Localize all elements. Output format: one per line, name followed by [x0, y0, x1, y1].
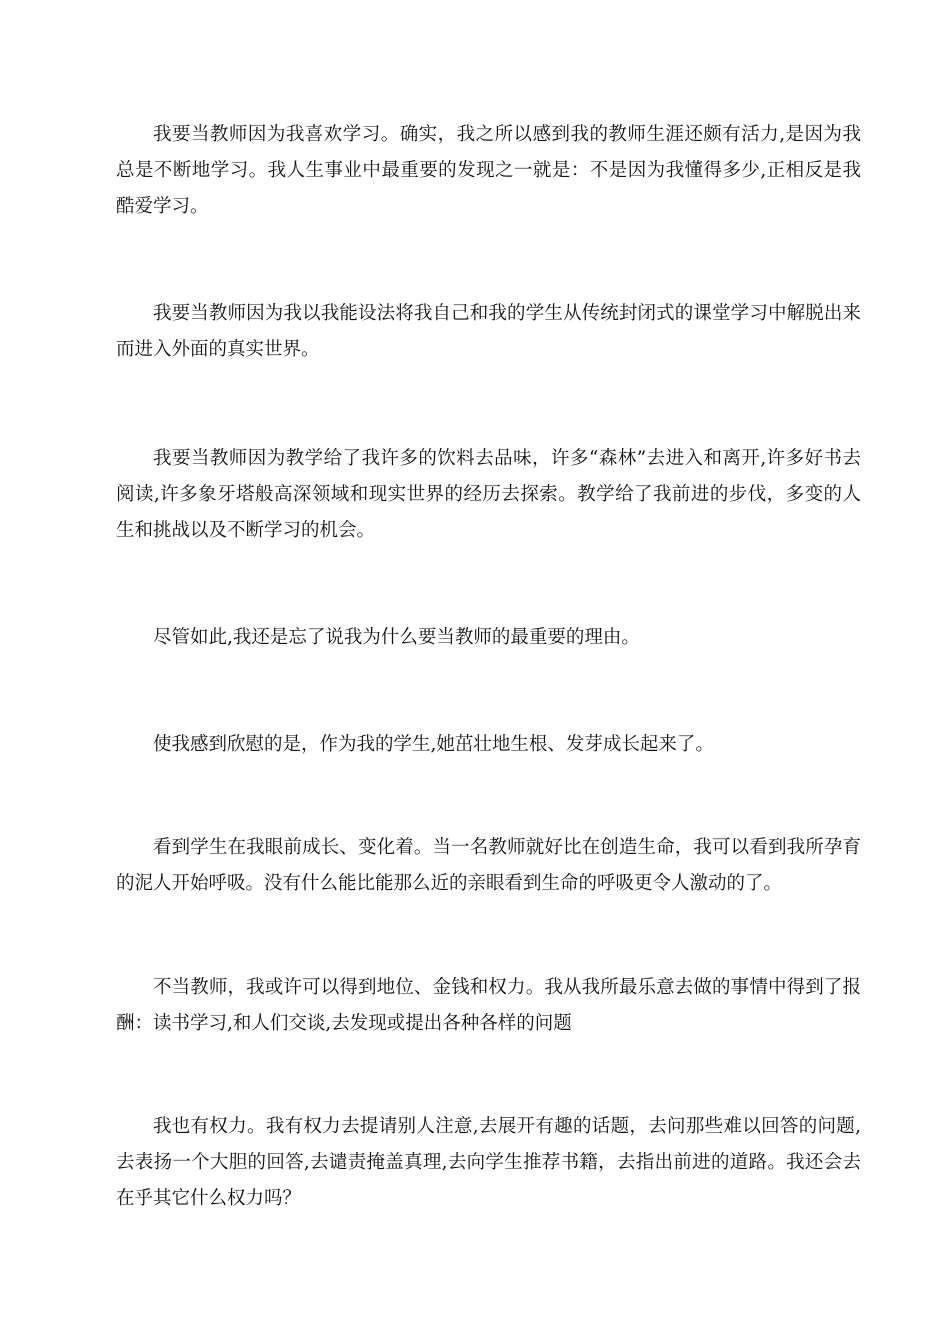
- paragraph-6: 看到学生在我眼前成长、变化着。当一名教师就好比在创造生命，我可以看到我所孕育的泥人开始呼吸。没有什么能比能那么近的亲眼看到生命的呼吸更令人激动的了。: [116, 837, 861, 894]
- paragraph-3: 我要当教师因为教学给了我许多的饮料去品味，许多“森林”去进入和离开,许多好书去阅读,许多象牙塔般高深领域和现实世界的经历去探索。教学给了我前进的步伐，多变的人生和挑战以及不断学习的机会。: [116, 448, 861, 541]
- paragraph-7: 不当教师，我或许可以得到地位、金钱和权力。我从我所最乐意去做的事情中得到了报酬：读书学习,和人们交谈,去发现或提出各种各样的问题: [116, 977, 861, 1034]
- paragraph-4: 尽管如此,我还是忘了说我为什么要当教师的最重要的理由。: [153, 627, 640, 648]
- paragraph-1: 我要当教师因为我喜欢学习。确实，我之所以感到我的教师生涯还颇有活力,是因为我总是不断地学习。我人生事业中最重要的发现之一就是：不是因为我懂得多少,正相反是我酷爱学习。: [116, 124, 861, 217]
- paragraph-2: 我要当教师因为我以我能设法将我自己和我的学生从传统封闭式的课堂学习中解脱出来而进入外面的真实世界。: [116, 303, 861, 360]
- paragraph-5: 使我感到欣慰的是，作为我的学生,她茁壮地生根、发芽成长起来了。: [153, 734, 714, 755]
- paragraph-8: 我也有权力。我有权力去提请别人注意,去展开有趣的话题，去问那些难以回答的问题,去表扬一个大胆的回答,去谴责掩盖真理,去向学生推荐书籍，去指出前进的道路。我还会去在乎其它什么权力吗？: [116, 1116, 861, 1209]
